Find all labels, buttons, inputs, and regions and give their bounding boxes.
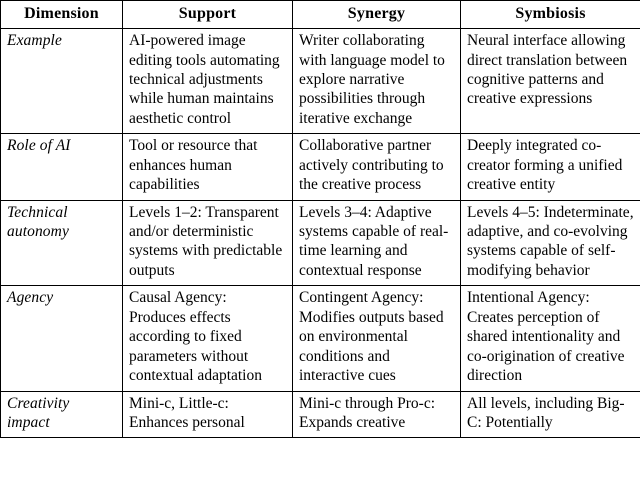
table-row xyxy=(1,391,640,438)
column-header-synergy: Synergy xyxy=(293,1,461,29)
cell-technical-autonomy-support: Levels 1–2: Transparent and/or deterministic systems with predictable outputs xyxy=(123,200,293,286)
cell-creativity-impact-support: Mini-c, Little-c: Enhances personal xyxy=(123,391,293,438)
table-row xyxy=(1,200,640,286)
row-label-technical-autonomy: Technical autonomy xyxy=(1,200,123,286)
cell-agency-synergy: Contingent Agency: Modifies outputs based on environmental conditions and interactive cues xyxy=(293,286,461,391)
table-row xyxy=(1,134,640,200)
row-label-agency: Agency xyxy=(1,286,123,391)
cell-creativity-impact-symbiosis: All levels, including Big-C: Potentially xyxy=(461,391,640,438)
cell-role-of-ai-synergy: Collaborative partner actively contributing to the creative process xyxy=(293,134,461,200)
cell-technical-autonomy-symbiosis: Levels 4–5: Indeterminate, adaptive, and co-evolving systems capable of self-modifying behavior xyxy=(461,200,640,286)
column-header-support: Support xyxy=(123,1,293,29)
cell-example-support: AI-powered image editing tools automating technical adjustments while human maintains aesthetic control xyxy=(123,29,293,134)
table-header-row xyxy=(1,1,640,29)
cell-role-of-ai-symbiosis: Deeply integrated co-creator forming a unified creative entity xyxy=(461,134,640,200)
row-label-role-of-ai: Role of AI xyxy=(1,134,123,200)
cell-example-synergy: Writer collaborating with language model to explore narrative possibilities through iterative exchange xyxy=(293,29,461,134)
table-row xyxy=(1,286,640,391)
cell-technical-autonomy-synergy: Levels 3–4: Adaptive systems capable of real-time learning and contextual response xyxy=(293,200,461,286)
cell-role-of-ai-support: Tool or resource that enhances human capabilities xyxy=(123,134,293,200)
row-label-creativity-impact: Creativity impact xyxy=(1,391,123,438)
cell-creativity-impact-synergy: Mini-c through Pro-c: Expands creative xyxy=(293,391,461,438)
column-header-symbiosis: Symbiosis xyxy=(461,1,640,29)
table-header xyxy=(1,1,640,29)
table-body xyxy=(1,29,640,438)
cell-example-symbiosis: Neural interface allowing direct translation between cognitive patterns and creative expressions xyxy=(461,29,640,134)
row-label-example: Example xyxy=(1,29,123,134)
cell-agency-symbiosis: Intentional Agency: Creates perception of shared intentionality and co-origination of creative direction xyxy=(461,286,640,391)
cell-agency-support: Causal Agency: Produces effects according to fixed parameters without contextual adaptation xyxy=(123,286,293,391)
column-header-dimension: Dimension xyxy=(1,1,123,29)
table-row xyxy=(1,29,640,134)
